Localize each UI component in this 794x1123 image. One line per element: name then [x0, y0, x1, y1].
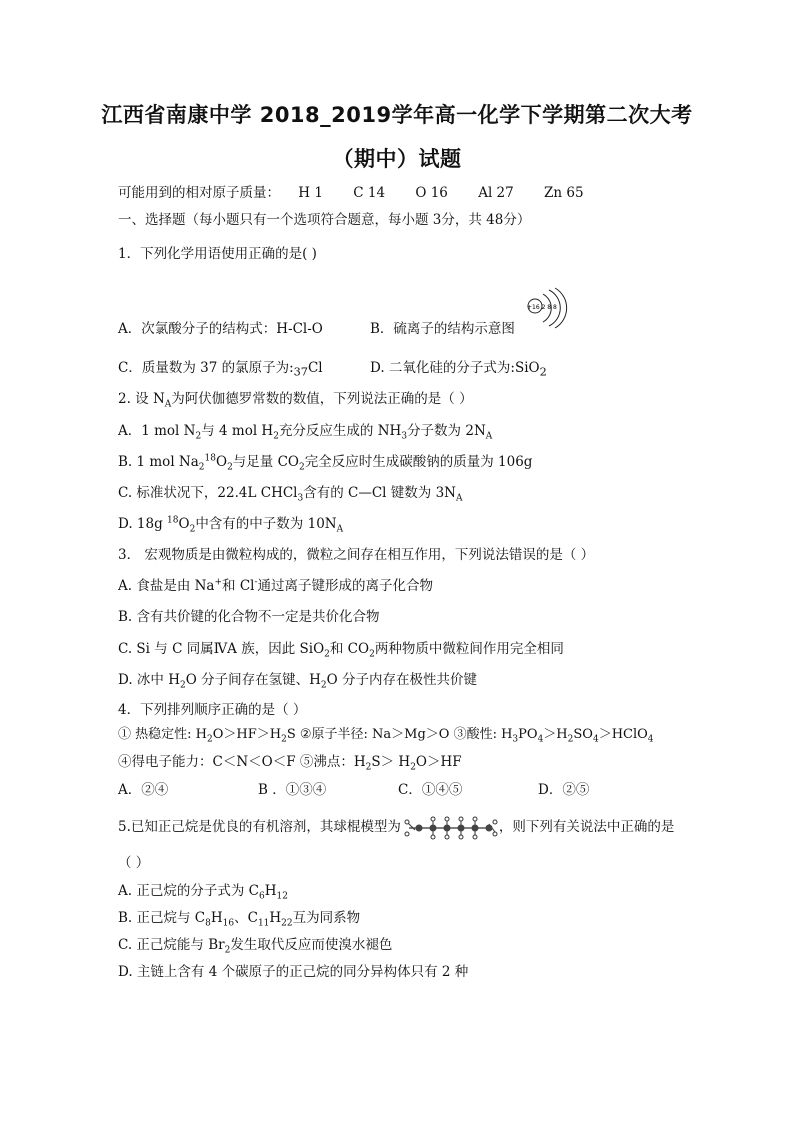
question-2-option-c: C. 标准状况下，22.4L CHCl$_3$含有的 C—Cl 键数为 $3N_A$ [118, 485, 463, 504]
question-5-option-a: A. 正己烷的分子式为 $C_6H_{12}$ [118, 883, 288, 902]
question-5-option-d: D. 主链上含有 4 个碳原子的正己烷的同分异构体只有 2 种 [118, 964, 469, 980]
question-1-option-c: C．质量数为 37 的氯原子为$:_{37}Cl$ [118, 360, 323, 379]
question-1-option-b: B．硫离子的结构示意图 [370, 321, 515, 337]
question-4-option-d: D．②⑤ [538, 782, 590, 798]
question-5-option-c: C. 正己烷能与 $Br_2$发生取代反应而使溴水褪色 [118, 937, 393, 956]
question-4-option-a: A．②④ [118, 782, 169, 798]
question-4-stem: 4．下列排列顺序正确的是（ ） [118, 702, 307, 718]
question-5-stem: 5.已知正己烷是优良的有机溶剂，其球棍模型为 ，则下列有关说法中正确的是 [118, 815, 674, 840]
question-1-stem: 1．下列化学用语使用正确的是( ) [118, 246, 317, 262]
question-2-option-b: B. 1 mol $Na_2^{18}O_2$与足量 $CO_2$完全反应时生成碳酸钠的质量为 106g [118, 453, 533, 473]
page-subtitle: （期中）试题 [332, 147, 462, 171]
diagram-label: +16 2 8 8 [527, 304, 557, 311]
question-3-option-b: B. 含有共价键的化合物不一定是共价化合物 [118, 609, 380, 625]
question-1-option-d: D. 二氧化硅的分子式为:SiO$_2$ [370, 360, 547, 379]
question-2-stem: 2. 设 $N_A$为阿伏伽德罗常数的数值，下列说法正确的是（ ） [118, 391, 473, 410]
question-4-statements-1: ① 热稳定性: $H_2O>HF>H_2S$ ②原子半径: Na＞Mg＞O ③酸性: $H_3PO_4>H_2SO_4>HClO_4$ [118, 727, 654, 745]
question-3-option-c: C. Si 与 C 同属ⅣA 族，因此 SiO$_2$和 $CO_2$两种物质中微粒间作用完全相同 [118, 641, 564, 660]
page-title: 江西省南康中学 2018_2019学年高一化学下学期第二次大考 [101, 103, 693, 127]
question-4-option-c: C．①④⑤ [398, 782, 463, 798]
hexane-ball-stick-model [403, 816, 497, 840]
atomic-mass-c: C 14 [353, 185, 386, 201]
atomic-mass-al: Al 27 [478, 185, 514, 201]
question-1-option-a: A．次氯酸分子的结构式：H-Cl-O [118, 321, 323, 337]
atomic-mass-o: O 16 [415, 185, 448, 201]
sulfide-ion-structure-diagram [525, 292, 565, 332]
atomic-mass-h: H 1 [298, 185, 323, 201]
question-4-option-b: B ．①③④ [258, 782, 327, 798]
atomic-mass-label: 可能用到的相对原子质量： [118, 185, 280, 201]
question-2-option-a: A．1 mol $N_2$与 4 mol $H_2$充分反应生成的 $NH_3$分子数为 $2N_A$ [118, 423, 493, 442]
question-3-stem: 3． 宏观物质是由微粒构成的，微粒之间存在相互作用，下列说法错误的是（ ） [118, 547, 595, 563]
question-2-option-d: D. 18g $^{18}O_2$中含有的中子数为 $10N_A$ [118, 515, 344, 535]
atomic-mass-zn: Zn 65 [544, 185, 584, 201]
atomic-mass-line [118, 181, 610, 201]
question-5-option-b: B. 正己烷与 $C_8H_{16}$、$C_{11}H_{22}$互为同系物 [118, 910, 361, 929]
section-heading: 一、选择题（每小题只有一个选项符合题意，每小题 3分，共 48分） [118, 212, 531, 228]
question-4-statements-2: ④得电子能力：C＜N＜O＜F ⑤沸点：$H_2S> H_2O>HF$ [118, 754, 462, 773]
question-5-answer-paren: （ ） [118, 855, 150, 871]
question-3-option-a: A. 食盐是由 Na+和 Cl-通过离子键形成的离子化合物 [118, 577, 434, 594]
question-3-option-d: D. 冰中 $H_2O$ 分子间存在氢键、$H_2O$ 分子内存在极性共价键 [118, 672, 477, 691]
